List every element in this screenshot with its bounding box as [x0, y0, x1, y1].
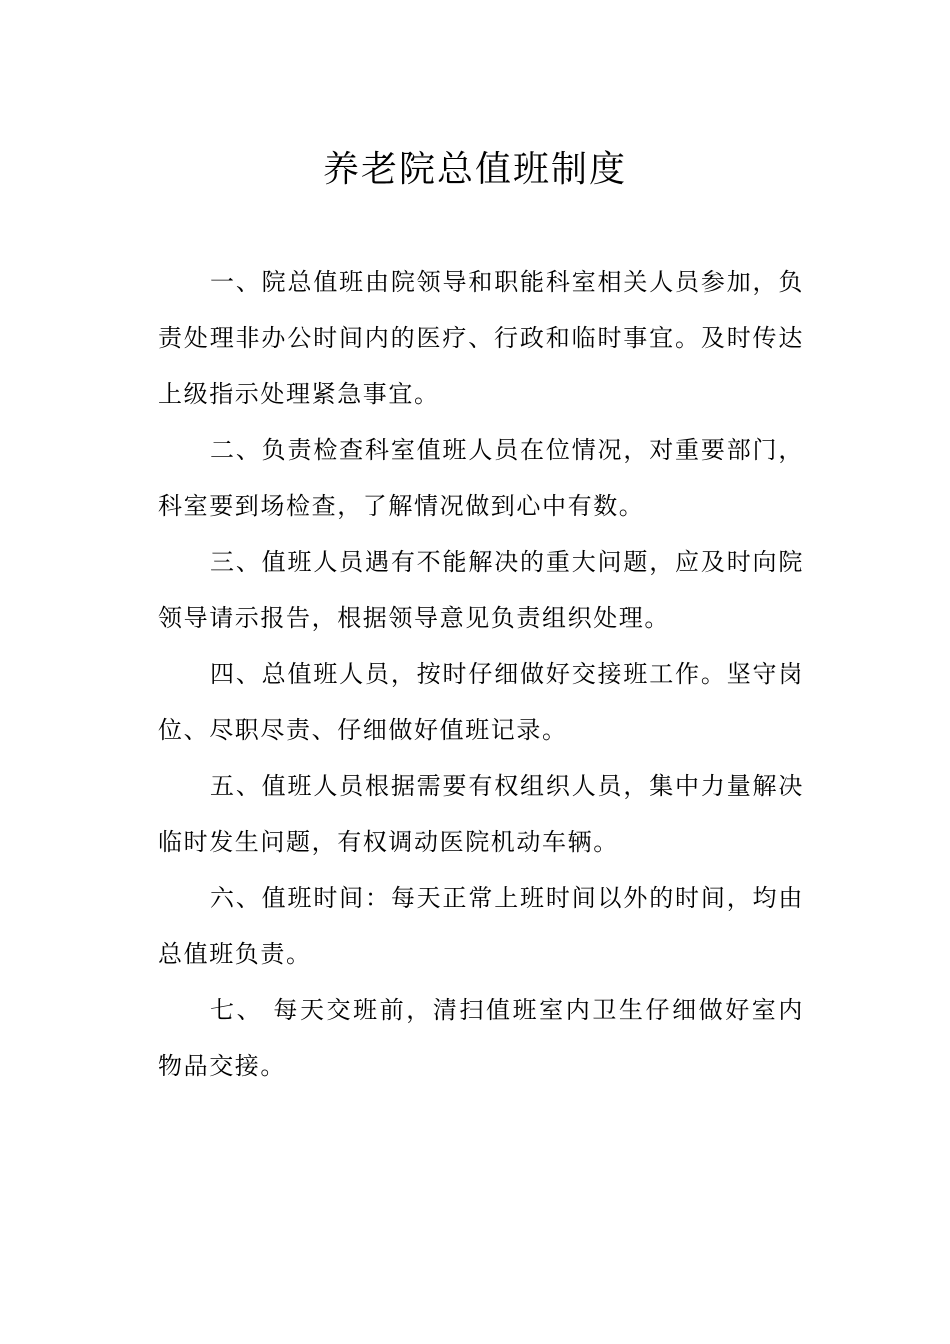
paragraph-5: 五、值班人员根据需要有权组织人员，集中力量解决临时发生问题，有权调动医院机动车辆。	[158, 772, 804, 856]
paragraph-3: 三、值班人员遇有不能解决的重大问题，应及时向院领导请示报告，根据领导意见负责组织处理。	[158, 548, 804, 632]
paragraph-4: 四、总值班人员，按时仔细做好交接班工作。坚守岗位、尽职尽责、仔细做好值班记录。	[158, 660, 804, 744]
document-body	[158, 254, 804, 1094]
paragraph-6: 六、值班时间：每天正常上班时间以外的时间，均由总值班负责。	[158, 884, 804, 968]
paragraph-7: 七、 每天交班前，清扫值班室内卫生仔细做好室内物品交接。	[158, 996, 804, 1080]
paragraph-1: 一、院总值班由院领导和职能科室相关人员参加，负责处理非办公时间内的医疗、行政和临时事宜。及时传达上级指示处理紧急事宜。	[158, 268, 804, 408]
page-title: 养老院总值班制度	[322, 149, 627, 190]
paragraph-2: 二、负责检查科室值班人员在位情况，对重要部门，科室要到场检查，了解情况做到心中有数。	[158, 436, 804, 520]
